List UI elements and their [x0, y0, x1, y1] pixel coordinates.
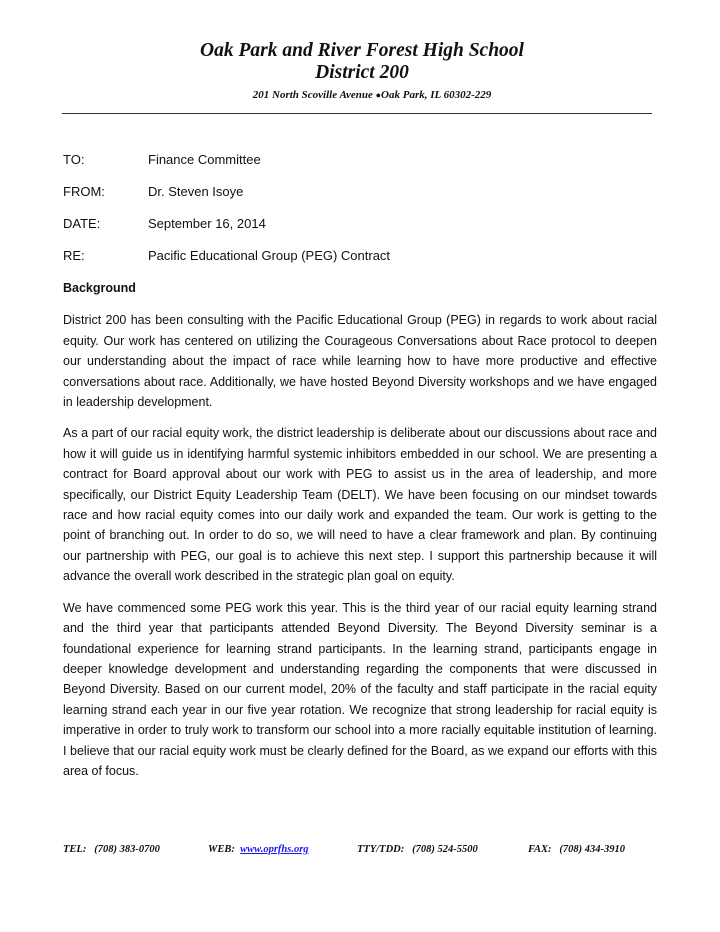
footer-tty-label: TTY/TDD: — [357, 844, 405, 855]
footer-fax — [528, 844, 625, 855]
memo-label: FROM: — [63, 184, 105, 199]
section-heading: Background — [63, 281, 136, 295]
body-paragraph: We have commenced some PEG work this year. This is the third year of our racial equity learning strand and the third year that participants attended Beyond Diversity. The Beyond Diversity seminar is a foundational experience for learning strand participants. In the learning strand, participants engage in deeper knowledge development and understanding regarding the components that were discussed in Beyond Diversity. Based on our current model, 20% of the faculty and staff participate in the racial equity learning strand each year in our five year rotation. We recognize that strong leadership for racial equity is imperative in order to truly work to transform our school into a more racially equitable institution of learning. I believe that our racial equity work must be clearly defined for the Board, as we expand our efforts with this area of focus. — [63, 600, 657, 778]
memo-row-from — [63, 184, 663, 216]
body-paragraph: As a part of our racial equity work, the district leadership is deliberate about our discussions about race and how it will guide us in identifying harmful systemic inhibitors embedded in our school. We are presenting a contract for Board approval about our work with PEG to assist us in the area of leadership, and more specifically, our District Equity Leadership Team (DELT). We have been focusing on our mindset towards race and how racial equity comes into our daily work and expanded the team. Our work is getting to the point of branching out. In order to do so, we will need to have a clear framework and plan. By continuing our partnership with PEG, our goal is to achieve this next step. I support this partnership because it will advance the overall work described in the strategic plan goal on equity. — [63, 426, 657, 584]
letterhead — [0, 40, 720, 102]
school-address — [24, 88, 720, 102]
footer-tty — [357, 844, 478, 855]
memo-row-to — [63, 152, 663, 184]
memo-body — [63, 278, 657, 792]
memo-row-re — [63, 248, 663, 280]
footer-fax-value: (708) 434-3910 — [559, 844, 626, 855]
footer-tel-value: (708) 383-0700 — [94, 844, 160, 855]
footer-tty-value: (708) 524-5500 — [412, 844, 478, 855]
memo-label: TO: — [63, 152, 85, 167]
footer-web-label: WEB: — [208, 844, 235, 855]
website-link[interactable]: www.oprfhs.org — [240, 844, 309, 855]
memo-value: Dr. Steven Isoye — [148, 184, 244, 199]
footer-tel — [63, 844, 160, 855]
memo-value: Finance Committee — [148, 152, 261, 167]
memo-value: September 16, 2014 — [148, 216, 266, 231]
memo-label: DATE: — [63, 216, 101, 231]
address-city: Oak Park, IL 60302-229 — [381, 89, 492, 101]
address-street: 201 North Scoville Avenue — [252, 89, 373, 101]
footer-tel-label: TEL: — [63, 844, 87, 855]
letterhead-divider — [62, 113, 652, 114]
footer-web — [208, 844, 309, 855]
district-name: District 200 — [315, 62, 409, 83]
footer-fax-label: FAX: — [528, 844, 552, 855]
memo-label: RE: — [63, 248, 85, 263]
school-name: Oak Park and River Forest High School — [200, 40, 524, 61]
body-paragraph: District 200 has been consulting with the Pacific Educational Group (PEG) in regards to work about racial equity. Our work has centered on utilizing the Courageous Conversations about Race protocol to deepen our understanding about the impact of race while learning how to have more productive and effective conversations about race. Additionally, we have hosted Beyond Diversity workshops and we have engaged in leadership development. — [63, 313, 657, 410]
bullet-icon: ● — [375, 90, 382, 100]
memo-row-date — [63, 216, 663, 248]
memo-header — [63, 152, 663, 280]
memo-value: Pacific Educational Group (PEG) Contract — [148, 248, 391, 263]
